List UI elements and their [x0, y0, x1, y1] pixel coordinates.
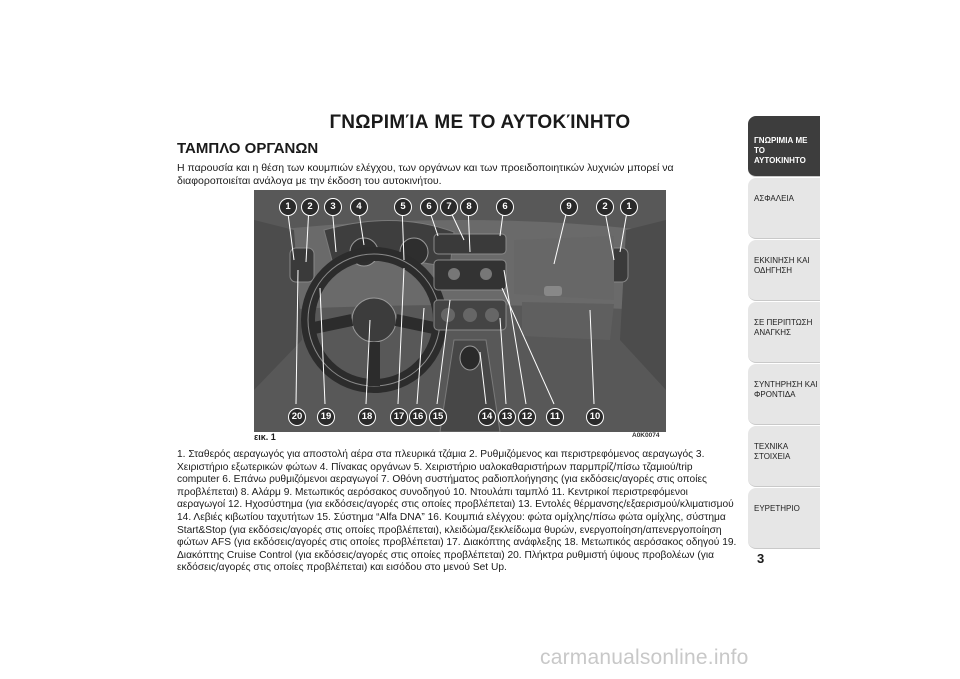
callout: 5 [394, 198, 412, 216]
callout: 1 [620, 198, 638, 216]
page-number: 3 [757, 551, 765, 566]
tab-label: ΕΥΡΕΤΗΡΙΟ [754, 504, 800, 513]
callout: 18 [358, 408, 376, 426]
tab-label: ΣΥΝΤΗΡΗΣΗ ΚΑΙ ΦΡΟΝΤΙΔΑ [754, 380, 818, 399]
callout: 2 [301, 198, 319, 216]
callout: 16 [409, 408, 427, 426]
callout: 11 [546, 408, 564, 426]
callout: 7 [440, 198, 458, 216]
dashboard-illustration [254, 190, 666, 432]
tab-starting-driving[interactable] [748, 240, 820, 301]
callout: 12 [518, 408, 536, 426]
callout: 19 [317, 408, 335, 426]
callout: 15 [429, 408, 447, 426]
callout: 9 [560, 198, 578, 216]
figure-label: εικ. 1 [254, 432, 276, 442]
watermark: carmanualsonline.info [540, 646, 749, 669]
intro-paragraph: Η παρουσία και η θέση των κουμπιών ελέγχου, των οργάνων και των προειδοποιητικών λυχνιών μπορεί να διαφοροποιείται ανάλογα με την έκδοση του αυτοκινήτου. [177, 162, 674, 187]
callout: 13 [498, 408, 516, 426]
callout: 1 [279, 198, 297, 216]
tab-label: ΕΚΚΙΝΗΣΗ ΚΑΙ ΟΔΗΓΗΣΗ [754, 256, 810, 275]
tab-label: ΑΣΦΑΛΕΙΑ [754, 194, 795, 203]
tab-maintenance[interactable] [748, 364, 820, 425]
callout: 6 [420, 198, 438, 216]
tab-getting-to-know[interactable] [748, 116, 820, 177]
figure-caption: 1. Σταθερός αεραγωγός για αποστολή αέρα στα πλευρικά τζάμια 2. Ρυθμιζόμενος και περιστρεφόμενος αεραγωγός 3. Χειριστήριο εξωτερικών φώτων 4. Πίνακας οργάνων 5. Χειριστήριο υαλοκαθαριστήρων παρμπρίζ/πίσω τζαμιού/trip computer 6. Επάνω ρυθμιζόμενοι αεραγωγοί 7. Οθόνη συστήματος ραδιοπλοήγησης (για εκδόσεις/αγορές στις οποίες προβλέπεται) 8. Αλάρμ 9. Μετωπικός αερόσακος συνοδηγού 10. Ντουλάπι ταμπλό 11. Κεντρικοί περιστρεφόμενοι αεραγωγοί 12. Ηχοσύστημα (για εκδόσεις/αγορές στις οποίες προβλέπεται) 13. Εντολές θέρμανσης/εξαερισμού/κλιματισμού 14. Λεβιές κιβωτίου ταχυτήτων 15. Σύστημα “Alfa DNA” 16. Κουμπιά ελέγχου: φώτα ομίχλης/πίσω φώτα ομίχλης, σύστημα Start&Stop (για εκδόσεις/αγορές στις οποίες προβλέπεται), κλειδώμα/ξεκλείδωμα θυρών, ενεργοποίηση/απενεργοποίηση φώτων AFS (για εκδόσεις/αγορές στις οποίες προβλέπεται) 17. Διακόπτης ανάφλεξης 18. Μετωπικός αερόσακος οδηγού 19. Διακόπτης Cruise Control (για εκδόσεις/αγορές στις οποίες προβλέπεται) 20. Πλήκτρα ρυθμιστή ύψους προβολέων (για εκδόσεις/αγορές στις οποίες προβλέπεται) και εισόδου στο μενού Set Up. [177, 449, 737, 574]
chapter-title: ΓΝΩΡΙΜΊΑ ΜΕ ΤΟ ΑΥΤΟΚΊΝΗΤΟ [329, 112, 631, 133]
callout: 2 [596, 198, 614, 216]
tab-label: ΓΝΩΡΙΜΙΑ ΜΕ ΤΟ ΑΥΤΟΚΙΝΗΤΟ [754, 136, 808, 165]
tab-label: ΣΕ ΠΕΡΙΠΤΩΣΗ ΑΝΑΓΚΗΣ [754, 318, 813, 337]
callout: 17 [390, 408, 408, 426]
figure-code: A0K0074 [632, 432, 660, 439]
callout: 3 [324, 198, 342, 216]
tab-label: ΤΕΧΝΙΚΑ ΣΤΟΙΧΕΙΑ [754, 442, 791, 461]
callout: 10 [586, 408, 604, 426]
callout: 14 [478, 408, 496, 426]
tab-emergency[interactable] [748, 302, 820, 363]
callout: 4 [350, 198, 368, 216]
callout: 20 [288, 408, 306, 426]
chapter-tabs [748, 116, 820, 550]
section-title: ΤΑΜΠΛΟ ΟΡΓΑΝΩΝ [177, 140, 319, 157]
dashboard-figure [254, 190, 666, 432]
tab-index[interactable] [748, 488, 820, 549]
tab-technical-data[interactable] [748, 426, 820, 487]
tab-safety[interactable] [748, 178, 820, 239]
callout: 6 [496, 198, 514, 216]
callout: 8 [460, 198, 478, 216]
